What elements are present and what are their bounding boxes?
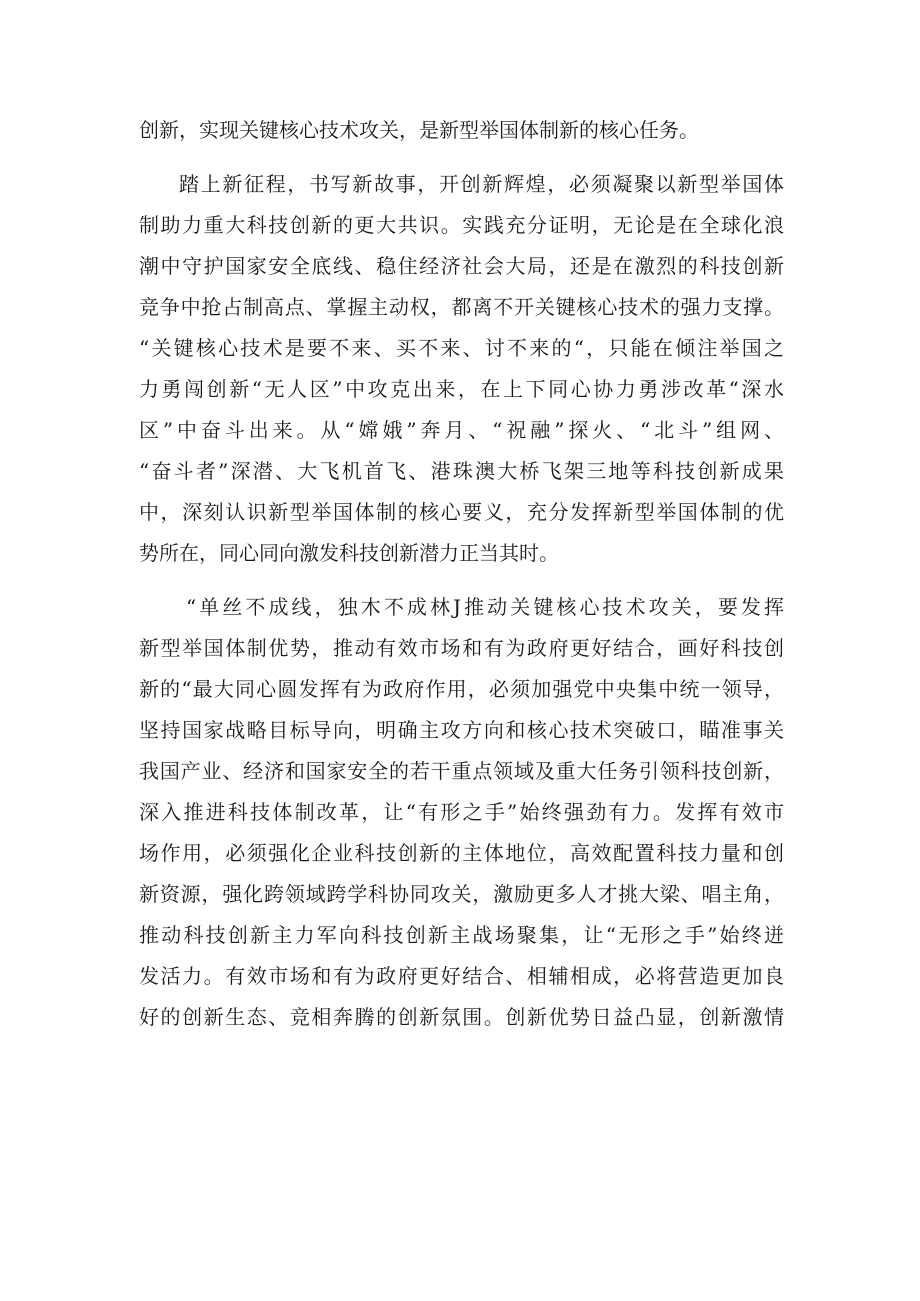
- text-line: 我国产业、经济和国家安全的若干重点领域及重大任务引领科技创新，: [139, 759, 784, 783]
- text-line: 竞争中抢占制高点、掌握主动权，都离不开关键核心技术的强力支撑。: [139, 295, 784, 319]
- paragraph-3: [139, 587, 784, 1038]
- text-line: 创新，实现关键核心技术攻关，是新型举国体制新的核心任务。: [139, 118, 699, 142]
- text-line: 中，深刻认识新型举国体制的核心要义，充分发挥新型举国体制的优: [139, 500, 784, 524]
- text-line: 发活力。有效市场和有为政府更好结合、相辅相成，必将营造更加良: [139, 964, 784, 988]
- text-line: 潮中守护国家安全底线、稳住经济社会大局，还是在激烈的科技创新: [139, 254, 784, 278]
- text-line: “关键核心技术是要不来、买不来、讨不来的“，只能在倾注举国之: [139, 336, 784, 360]
- text-line: 新型举国体制优势，推动有效市场和有为政府更好结合，画好科技创: [139, 636, 784, 660]
- text-line: “奋斗者”深潜、大飞机首飞、港珠澳大桥飞架三地等科技创新成果: [139, 459, 784, 483]
- text-line: 踏上新征程，书写新故事，开创新辉煌，必须凝聚以新型举国体: [179, 172, 784, 196]
- text-line: 力勇闯创新“无人区”中攻克出来，在上下同心协力勇涉改革“深水: [139, 377, 784, 401]
- text-line: 推动科技创新主力军向科技创新主战场聚集，让“无形之手”始终迸: [139, 923, 784, 947]
- paragraph-1: [139, 110, 784, 151]
- text-line: 场作用，必须强化企业科技创新的主体地位，高效配置科技力量和创: [139, 841, 784, 865]
- text-line: 坚持国家战略目标导向，明确主攻方向和核心技术突破口，瞄准事关: [139, 718, 784, 742]
- paragraph-2: [139, 164, 784, 574]
- text-line: 区”中奋斗出来。从“嫦娥”奔月、“祝融”探火、“北斗”组网、: [139, 418, 784, 442]
- text-line: 新资源，强化跨领域跨学科协同攻关，激励更多人才挑大梁、唱主角，: [139, 882, 784, 906]
- text-line: 深入推进科技体制改革，让“有形之手”始终强劲有力。发挥有效市: [139, 800, 784, 824]
- document-body: [139, 110, 784, 1038]
- text-line: 新的“最大同心圆发挥有为政府作用，必须加强党中央集中统一领导，: [139, 677, 784, 701]
- text-line: 制助力重大科技创新的更大共识。实践充分证明，无论是在全球化浪: [139, 213, 784, 237]
- text-line: 好的创新生态、竞相奔腾的创新氛围。创新优势日益凸显，创新激情: [139, 1005, 784, 1029]
- text-line: “单丝不成线，独木不成林J推动关键核心技术攻关，要发挥: [186, 595, 784, 619]
- text-line: 势所在，同心同向激发科技创新潜力正当其时。: [139, 541, 559, 565]
